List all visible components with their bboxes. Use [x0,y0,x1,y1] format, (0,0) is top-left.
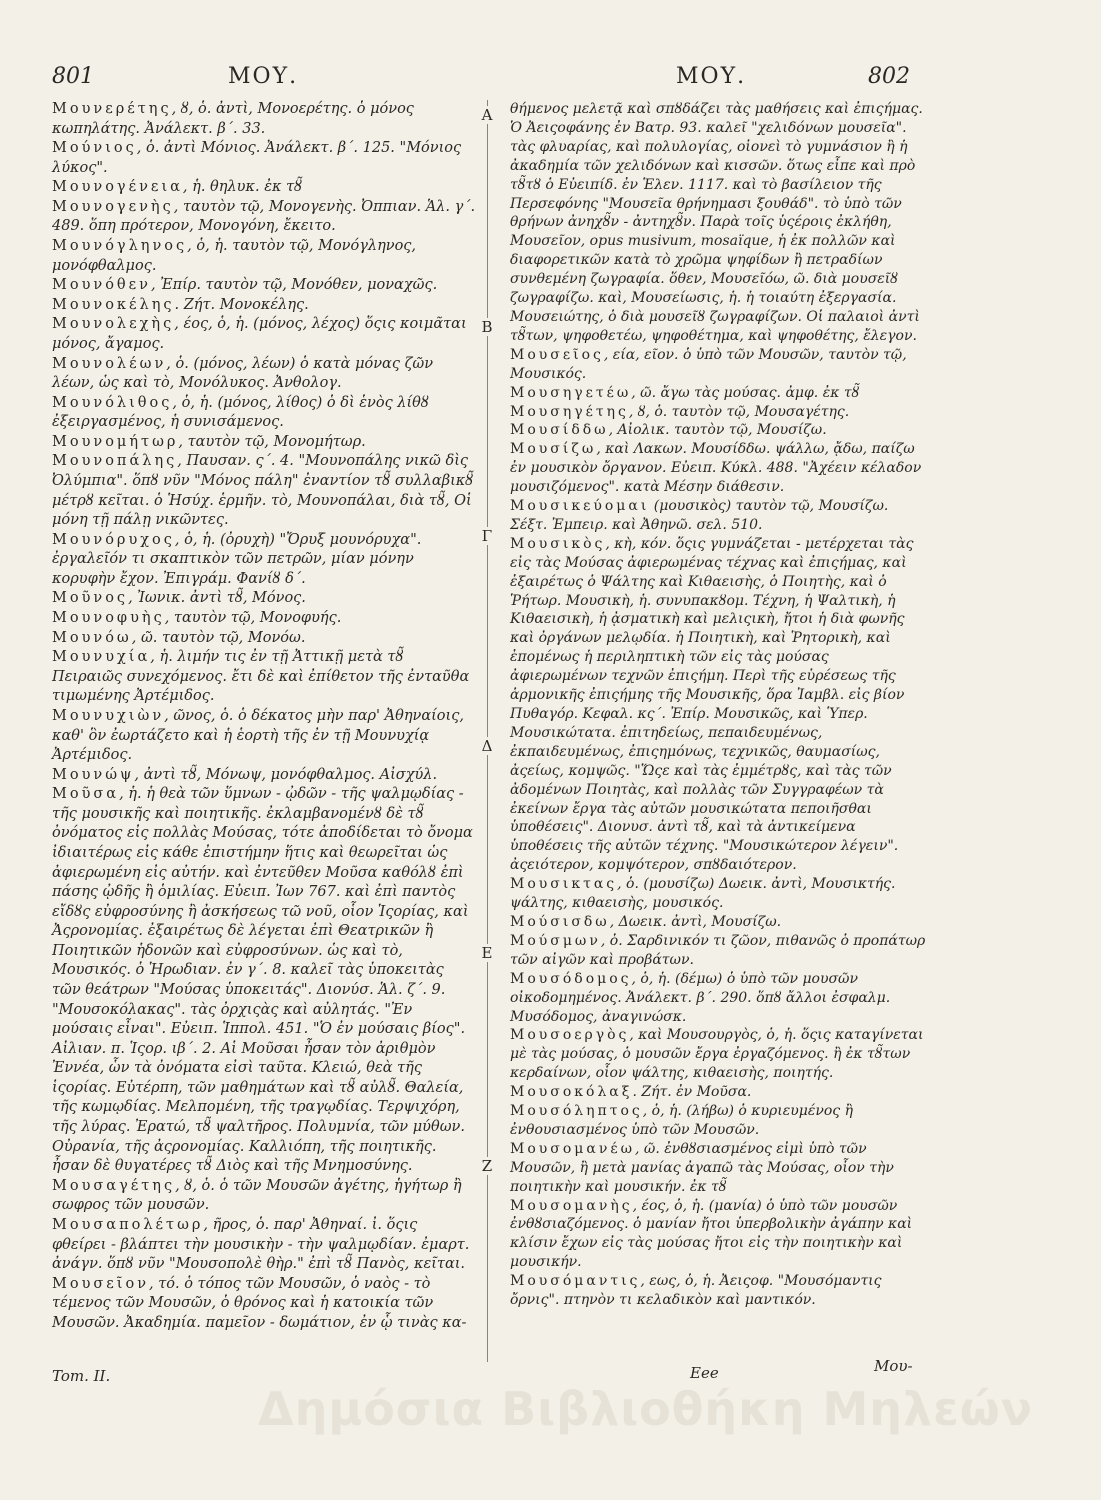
dictionary-entry [510,1083,930,1102]
dictionary-entry [52,237,476,276]
volume-label: Tom. II. [52,1367,111,1385]
entry-headword: Μουνοφυὴς [52,610,165,627]
entry-definition: , ἡ. ἡ θεὰ τῶν ὕμνων - ᾠδῶν - τῆς ψαλμῳδίας - τῆς μουσικῆς καὶ ποιητικῆς. ἐκλαμβανομένȣ δὲ τȣ̃ ὀνόματος εἰς πολλὰς Μούσας, τότε ἀποδίδεται τὸ ὄνομα ἰδιαιτέρως εἰς κάθε ἐπιστήμην ἥτις καὶ θεωρεῖται ὡς ἀφιερωμένη εἰς αὐτήν. καὶ ἐντεῦθεν Μοῦσα καθόλȣ ἐπὶ πάσης ᾠδῆς ἢ ὁμιλίας. Εὐειπ. Ἰων 767. καὶ ἐπὶ παντὸς εἴδȣς εὐφροσύνης ἢ ἀσκήσεως τῶ νοῦ, οἷον Ἱςορίας, καὶ Ἀςρονομίας. ἐξαιρέτως δὲ λέγεται ἐπὶ Θεατρικῶν ἢ Ποιητικῶν ἡδονῶν καὶ εὐφροσύνων. ὡς καὶ τὸ, Μουσικός. ὁ Ἡρωδιαν. ἐν γ´. 8. καλεῖ τὰς ὑποκειτὰς τῶν θεάτρων "Μούσας ὑποκειτάς". Διονύσ. Ἁλ. ζ´. 9. "Μουσοκόλακας". τὰς ὀρχιςὰς καὶ αὐλητάς. "Ἐν μούσαις εἶναι". Εὐειπ. Ἱππολ. 451. "Ὁ ἐν μούσαις βίος". Αἰλιαν. π. Ἱςορ. ιβ´. 2. Αἱ Μοῦσαι ἦσαν τὸν ἀριθμὸν Ἐννέα, ὧν τὰ ὀνόματα εἰσὶ ταῦτα. Κλειώ, θεὰ τῆς ἱςορίας. Εὐτέρπη, τῶν μαθημάτων καὶ τȣ̃ αὐλȣ̃. Θαλεία, τῆς κωμῳδίας. Μελπομένη, τῆς τραγῳδίας. Τερψιχόρη, τῆς λύρας. Ἐρατώ, τȣ̃ ψαλτῆρος. Πολυμνία, τῶν μύθων. Οὐρανία, τῆς ἀςρονομίας. Καλλιόπη, τῆς ποιητικῆς. ἦσαν δὲ θυγατέρες τȣ̃ Διὸς καὶ τῆς Μνημοσύνης. [52,786,473,1175]
dictionary-entry [510,497,930,535]
entry-headword: Μουνυχία [52,649,151,666]
dictionary-entry [510,346,930,384]
dictionary-entry [52,1177,476,1216]
entry-headword: Μουνώψ [52,766,135,783]
dictionary-entry [52,139,476,178]
entry-definition: , ὁ, ἡ. (δέμω) ὁ ὑπὸ τῶν μουσῶν οἰκοδομημένος. Ἀνάλεκτ. β´. 290. ὅπȣ ἄλλοι ἐσφαλμ. Μυσόδομος, ἀναγινώσκ. [510,970,891,1025]
entry-definition: , ὁ, ἡ. (λήβω) ὁ κυριευμένος ἢ ἐνθουσιασμένος ὑπὸ τῶν Μουσῶν. [510,1103,853,1138]
dictionary-entry [52,198,476,237]
entry-headword: Μουσαγέτης [52,1177,176,1194]
dictionary-entry [52,433,476,453]
entry-headword: Μουνοκέλης [52,296,175,313]
entry-headword: Μουσεῖος [510,346,604,363]
dictionary-entry [510,1272,930,1310]
entry-headword: Μουσόληπτος [510,1103,643,1120]
entry-headword: Μουσομανέω [510,1140,635,1157]
entry-definition: , ὁ, ἡ. (ὀρυχὴ) "Ὄρυξ μουνόρυχα". ἐργαλεῖόν τι σκαπτικὸν τῶν πετρῶν, μίαν μόνην κορυφὴν ἔχον. Ἐπιγράμ. Φανίȣ δ´. [52,531,422,587]
entry-definition: , ὁ, ἡ. ταυτὸν τῷ, Μονόγληνος, μονόφθαλμος. [52,238,417,274]
dictionary-entry [510,1102,930,1140]
entry-headword: Μουσικτας [510,876,618,893]
dictionary-entry [510,913,930,932]
entry-definition: , ὁ. ἀντὶ Μόνιος. Ἀνάλεκτ. β´. 125. "Μόνιος λύκος". [52,140,462,176]
entry-definition: , ταυτὸν τῷ, Μονοφυής. [164,610,342,627]
entry-definition: , καὶ Λακων. Μουσίδδω. ψάλλω, ᾄδω, παίζω ἐν μουσικὸν ὄργανον. Εὐειπ. Κύκλ. 488. "Ἀχέειν κέλαδον μουσιζόμενος". κατὰ Μέσην διάθεσιν. [510,441,922,496]
entry-definition: , ταυτὸν τῷ, Μονογενὴς. Ὀππιαν. Ἁλ. γ´. 489. ὅπη πρότερον, Μονογόνη, ἔκειτο. [52,198,476,235]
entry-headword: Μουσικεύομαι [510,498,650,515]
entry-headword: Μουσόμαντις [510,1273,641,1290]
dictionary-entry [52,178,476,198]
margin-letter-a: A [478,106,496,124]
entry-headword: Μούσμων [510,932,601,949]
entry-definition: , έος, ὁ, ἡ. (μόνος, λέχος) ὅςις κοιμᾶται μόνος, ἄγαμος. [52,316,467,352]
entry-definition: (μουσικὸς) ταυτὸν τῷ, Μουσίζω. Σέξτ. Ἐμπειρ. καὶ Ἀθηνῶ. σελ. 510. [510,498,889,533]
left-running-head: ΜΟΥ. [228,64,299,89]
entry-definition: , ȣ, ὁ. ὁ τῶν Μουσῶν ἀγέτης, ἡγήτωρ ἢ σωφρος τῶν μουσῶν. [52,1177,462,1214]
entry-headword: Μουνερέτης [52,101,172,117]
entry-definition: . Ζήτ. Μονοκέλης. [174,296,309,313]
dictionary-entry [52,648,476,707]
margin-letter-e: E [478,944,496,962]
entry-definition: , ἀντὶ τȣ̃, Μόνωψ, μονόφθαλμος. Αἰσχύλ. [134,766,438,783]
entry-headword: Μουνογένεια [52,179,183,196]
dictionary-entry [510,875,930,913]
entry-definition: , ἡ. θηλυκ. ἐκ τȣ̃ [182,179,303,196]
entry-headword: Μουνόλιθος [52,394,173,411]
margin-letter-delta: Δ [478,737,496,755]
entry-definition: , Παυσαν. ς´. 4. "Μουνοπάλης νικῶ δὶς Ὀλύμπια". ὅπȣ νῦν "Μόνος πάλη" ἐναντίον τȣ̃ συλλαβικȣ̃ μέτρȣ κεῖται. ὁ Ἡσύχ. ἑρμῆν. τὸ, Μουνοπάλαι, διὰ τȣ̃, Οἱ μόνη τῇ πάλῃ νικῶντες. [52,453,474,529]
entry-definition: , Ἰωνικ. ἀντὶ τȣ̃, Μόνος. [128,590,306,607]
margin-letter-z: Z [478,1157,496,1175]
entry-definition: , ῶνος, ὁ. ὁ δέκατος μὴν παρ' Ἀθηναίοις, καθ' ὃν ἐωρτάζετο καὶ ἡ ἑορτὴ τῆς ἐν τῇ Μουνυχίᾳ Ἀρτέμιδος. [52,707,464,764]
entry-definition: , καὶ Μουσουργὸς, ὁ, ἡ. ὅςις καταγίνεται μὲ τὰς μούσας, ὁ μουσῶν ἔργα ἐργαζόμενος. ἢ ἐκ τȣ̃των κερδαίνων, οἷον ψάλτης, κιθαεισὴς, ποιητής. [510,1027,924,1082]
entry-definition: , ῆρος, ὁ. παρ' Ἀθηναί. ἰ. ὅςις φθείρει - βλάπτει τὴν μουσικὴν - τὴν ψαλμῳδίαν. ἐμαρτ. ἀνάγν. ὅπȣ νῦν "Μουσοπολὲ θὴρ." ἐπὶ τȣ̃ Πανὸς, κεῖται. [52,1216,470,1273]
right-column [510,100,930,1310]
dictionary-entry [52,1216,476,1275]
entry-headword: Μουνόγληνος [52,238,188,255]
entry-headword: Μουνολέων [52,355,167,372]
entry-headword: Μουνυχιὼν [52,707,165,724]
entry-definition: , ȣ, ὁ. ταυτὸν τῷ, Μουσαγέτης. [628,403,850,420]
dictionary-entry [510,535,930,875]
dictionary-entry [510,1140,930,1197]
entry-headword: Μουνόω [52,629,132,646]
entry-definition: , ὁ. Σαρδινικόν τι ζῶον, πιθανῶς ὁ προπάτωρ τῶν αἰγῶν καὶ προβάτων. [510,932,926,968]
entry-headword: Μοῦνος [52,590,129,607]
entry-definition: , Αἰολικ. ταυτὸν τῷ, Μουσίζω. [608,422,827,439]
entry-definition: . Ζήτ. ἐν Μοῦσα. [632,1084,752,1101]
entry-headword: Μουσεῖον [52,1275,150,1292]
entry-headword: Μοῦσα [52,786,120,803]
catchword: Μου- [874,1357,913,1375]
entry-headword: Μουσομανὴς [510,1197,633,1214]
dictionary-entry [52,1275,476,1334]
entry-headword: Μουσίδδω [510,422,609,439]
entry-definition: , εία, εῖον. ὁ ὑπὸ τῶν Μουσῶν, ταυτὸν τῷ, Μουσικός. [510,346,907,382]
dictionary-entry [52,355,476,394]
entry-headword: Μουσοκόλαξ [510,1084,633,1101]
entry-headword: Μουνόθεν [52,277,151,294]
entry-headword: Μουνομήτωρ [52,433,179,450]
entry-headword: Μουσικὸς [510,535,606,552]
dictionary-entry [510,440,930,497]
dictionary-entry [52,276,476,296]
entry-definition: , Δωεικ. ἀντὶ, Μουσίζω. [609,913,782,930]
dictionary-entry [52,296,476,316]
dictionary-entry [510,1026,930,1083]
entry-headword: Μουνογενὴς [52,198,174,215]
entry-definition: , ὁ, ἡ. (μόνος, λίθος) ὁ δὶ ἑνὸς λίθȣ ἐξειργασμένος, ἡ συνισάμενος. [52,394,429,431]
entry-definition: , ῶ. ταυτὸν τῷ, Μονόω. [131,629,306,646]
entry-headword: Μουνολεχὴς [52,316,175,333]
entry-definition: , τό. ὁ τόπος τῶν Μουσῶν, ὁ ναὸς - τὸ τέμενος τῶν Μουσῶν, ὁ θρόνος καὶ ἡ κατοικία τῶν Μουσῶν. Ἀκαδημία. παμεῖον - δωμάτιον, ἐν ᾧ τινὰς κα- [52,1275,467,1331]
entry-headword: Μουσοεργὸς [510,1027,630,1044]
dictionary-entry [52,629,476,649]
entry-definition: , ὁ. (μόνος, λέων) ὁ κατὰ μόνας ζῶν λέων, ὡς καὶ τὸ, Μονόλυκος. Ἀνθολογ. [52,355,434,392]
dictionary-entry [510,932,930,970]
entry-headword: Μουνοπάλης [52,453,178,470]
entry-definition: , ἡ. λιμήν τις ἐν τῇ Ἀττικῇ μετὰ τȣ̃ Πειραιῶς συνεχόμενος. ἔτι δὲ καὶ ἐπίθετον τῆς ἐνταῦθα τιμωμένης Ἀρτέμιδος. [52,649,470,705]
entry-definition: , ὁ. (μουσίζω) Δωεικ. ἀντὶ, Μουσικτής. ψάλτης, κιθαεισὴς, μουσικός. [510,876,896,912]
margin-letter-b: B [478,318,496,336]
entry-definition: , ταυτὸν τῷ, Μονομήτωρ. [178,433,366,450]
dictionary-entry [52,707,476,766]
dictionary-entry [510,970,930,1027]
dictionary-entry [510,100,930,346]
dictionary-entry [52,452,476,530]
entry-definition: θήμενος μελετᾷ καὶ σπȣδάζει τὰς μαθήσεις καὶ ἐπιςήμας. Ὁ Ἀειςοφάνης ἐν Βατρ. 93. καλεῖ "χελιδόνων μουσεῖα". τὰς φλυαρίας, καὶ πολυλογίας, οἱονεὶ τὸ γυμνάσιον ἢ ἡ ἀκαδημία τῶν χελιδόνων καὶ κισσῶν. ὅτως εἶπε καὶ πρὸ τȣ̃τȣ ὁ Εὐειπίδ. ἐν Ἑλεν. 1117. καὶ τὸ βασίλειον τῆς Περσεφόνης "Μουσεῖα θρήνημασι ξουθάδ". τὸ ὑπὸ τῶν θρήνων ἀνηχȣ̃ν - ἀντηχȣ̃ν. Παρὰ τοῖς ὑςέροις ἐκλήθη, Μουσεῖον, opus musivum, mosaïque, ἡ ἐκ πολλῶν καὶ διαφορετικῶν κατὰ τὸ χρῶμα ψηφίδων ἢ πετραδίων συνθεμένη ζωγραφία. ὅθεν, Μουσεῖόω, ῶ. διὰ μουσεῖȣ ζωγραφίζω. καὶ, Μουσείωσις, ἡ. ἡ τοιαύτη ἐξεργασία. Μουσειώτης, ὁ διὰ μουσεῖȣ ζωγραφίζων. Οἱ παλαιοὶ ἀντὶ τȣ̃των, ψηφοθετέω, ψηφοθέτημα, καὶ ψηφοθέτης, ἔλεγον. [510,101,923,344]
entry-definition: , Ἐπίρ. ταυτὸν τῷ, Μονόθεν, μοναχῶς. [151,277,438,294]
library-watermark: Δημόσια Βιβλιοθήκη Μηλεών [258,1382,1034,1436]
dictionary-entry [510,1197,930,1273]
dictionary-entry [52,589,476,609]
entry-definition: , έος, ὁ, ἡ. (μανία) ὁ ὑπὸ τῶν μουσῶν ἐνθȣσιαζόμενος. ὁ μανίαν ἤτοι ὑπερβολικὴν ἀγάπην καὶ κλίσιν ἔχων εἰς τὰς μούσας ἤτοι εἰς τὴν ποιητικὴν καὶ μουσικήν. [510,1197,913,1271]
dictionary-entry [52,315,476,354]
dictionary-entry [510,384,930,403]
dictionary-entry [52,100,476,139]
entry-headword: Μουσαπολέτωρ [52,1216,204,1233]
dictionary-entry [52,531,476,590]
left-page-number: 801 [52,64,94,89]
signature-mark: Eee [690,1364,719,1382]
entry-definition: , κὴ, κόν. ὅςις γυμνάζεται - μετέρχεται τὰς εἰς τὰς Μούσας ἀφιερωμένας τέχνας καὶ ἐπιςήμας, καὶ ἐξαιρέτως ὁ Ψάλτης καὶ Κιθαεισὴς, ὁ Ποιητὴς, καὶ ὁ Ῥήτωρ. Μουσικὴ, ἡ. συνυπακȣομ. Τέχνη, ἡ Ψαλτικὴ, ἡ Κιθαεισικὴ, ἡ ᾀσματικὴ καὶ μελιςικὴ, ἤτοι ἡ διὰ φωνῆς καὶ ὀργάνων μελῳδία. ἡ Ποιητικὴ, καὶ Ῥητορικὴ, καὶ ἑπομένως ἡ περιληπτικὴ τῶν εἰς τὰς μούσας ἀφιερωμένων τεχνῶν ἐπιςήμη. Περὶ τῆς εὑρέσεως τῆς ἁρμονικῆς ἐπιςήμης τῆς Μουσικῆς, ὅρα Ἰαμβλ. εἰς βίον Πυθαγόρ. Κεφαλ. κς´. Ἐπίρ. Μουσικῶς, καὶ Ὑπερ. Μουσικώτατα. ἐπιτηδείως, πεπαιδευμένως, ἐκπαιδευμένως, ἐπιςημόνως, τεχνικῶς, θαυμασίως, ἀςείως, κομψῶς. "Ὥςε καὶ τὰς ἐμμέτρȣς, καὶ τὰς τῶν ἀδομένων Ποιητὰς, καὶ πολλὰς τῶν Συγγραφέων τὰ ἐκείνων ἔργα τὰς αὐτῶν μουσικώτατα πεποιῆσθαι ὑποθέσεις". Διονυσ. ἀντὶ τȣ̃, καὶ τὰ ἀντικείμενα ὑποθέσεις τῆς αὐτῶν τέχνης. "Μουσικώτερον λέγειν". ἀςειότερον, κομψότερον, σπȣδαιότερον. [510,535,914,874]
entry-headword: Μούσισδω [510,913,610,930]
entry-definition: , ῶ. ἐνθȣσιασμένος εἰμὶ ὑπὸ τῶν Μουσῶν, ἢ μετὰ μανίας ἀγαπῶ τὰς Μούσας, οἷον τὴν ποιητικὴν καὶ μουσικήν. ἐκ τȣ̃ [510,1140,894,1195]
entry-definition: , εως, ὁ, ἡ. Ἀειςοφ. "Μουσόμαντις ὄρνις". πτηνὸν τι κελαδικὸν καὶ μαντικόν. [510,1273,882,1309]
right-running-head: ΜΟΥ. [676,64,747,89]
entry-headword: Μουσηγετέω [510,384,632,401]
margin-letter-gamma: Γ [478,527,496,545]
dictionary-entry [52,394,476,433]
entry-headword: Μούνιος [52,140,137,157]
entry-headword: Μουσίζω [510,441,597,458]
dictionary-entry [52,785,476,1177]
entry-headword: Μουσηγέτης [510,403,629,420]
dictionary-entry [52,766,476,786]
entry-headword: Μουσόδομος [510,970,632,987]
dictionary-entry [510,421,930,440]
entry-definition: , ῶ. ἄγω τὰς μούσας. ἀμφ. ἐκ τȣ̃ [631,384,860,401]
dictionary-entry [510,403,930,422]
left-column [52,100,476,1333]
dictionary-entry [52,609,476,629]
right-page-number: 802 [868,64,910,89]
entry-definition: , ȣ, ὁ. ἀντὶ, Μονοερέτης. ὁ μόνος κωπηλάτης. Ἀνάλεκτ. β´. 33. [52,101,414,137]
entry-headword: Μουνόρυχος [52,531,175,548]
